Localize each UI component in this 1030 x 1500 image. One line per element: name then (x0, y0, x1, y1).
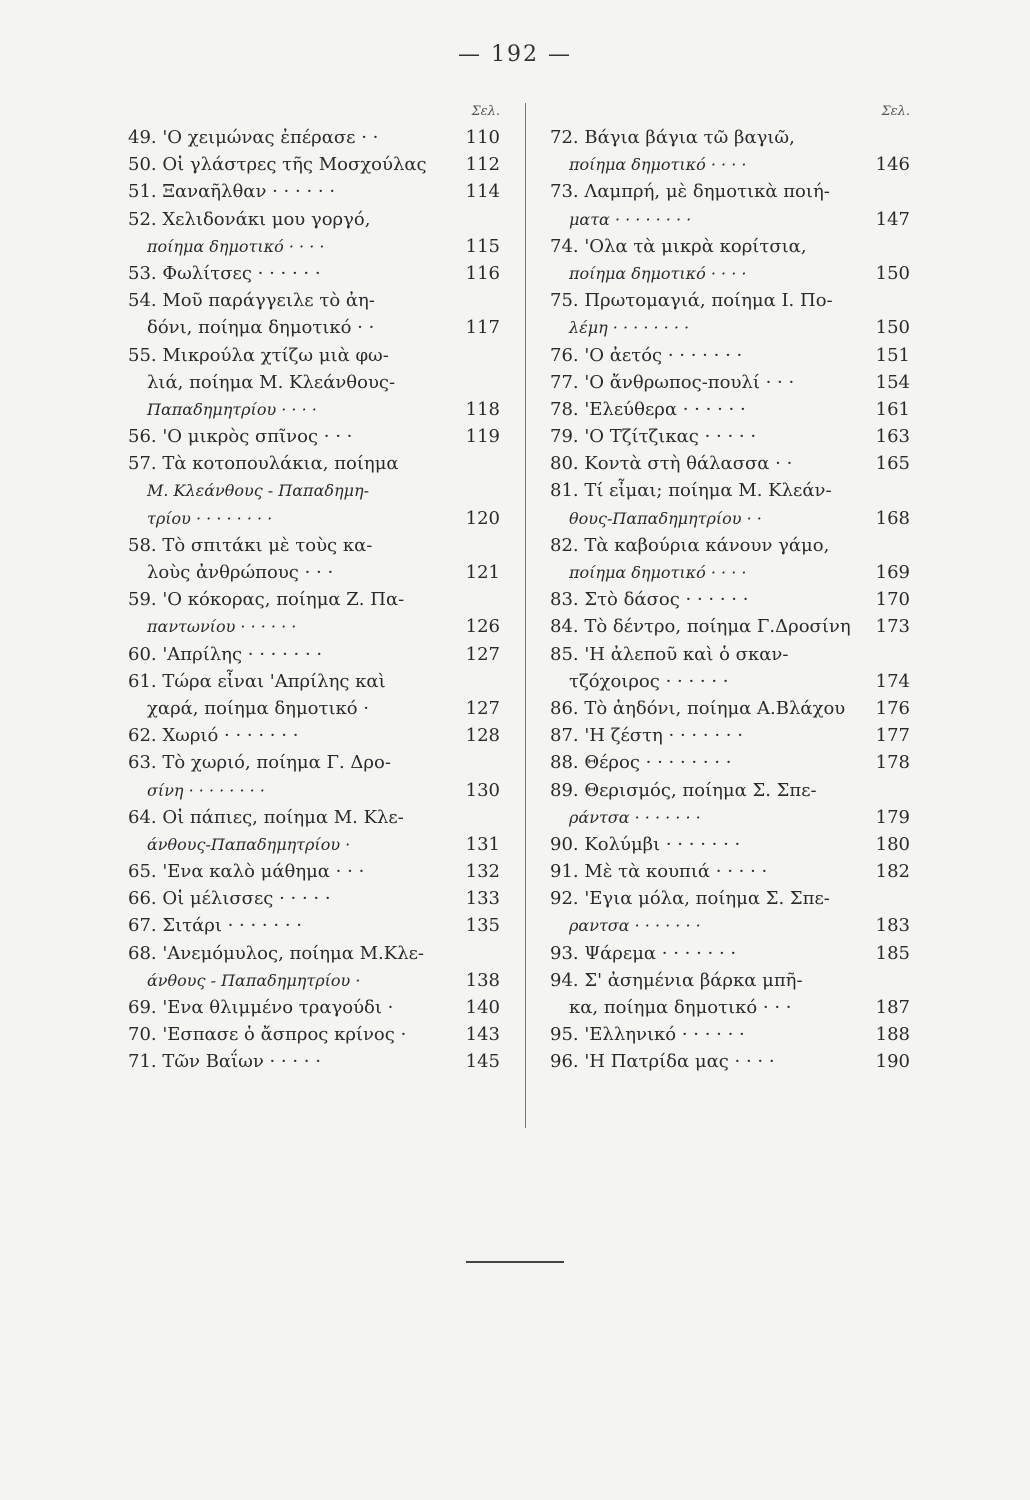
toc-entry-title: χαρά, ποίημα δημοτικό · (147, 697, 370, 719)
toc-entry-title: 84. Τὸ δέντρο, ποίημα Γ.Δροσίνη (550, 616, 851, 638)
toc-entry-title: 57. Τὰ κοτοπουλάκια, ποίημα (128, 453, 399, 475)
toc-entry-line (550, 532, 910, 559)
toc-entry-page: 133 (465, 888, 500, 910)
toc-entry-page: 161 (875, 398, 910, 420)
toc-entry-line (550, 369, 910, 396)
toc-entry-line (128, 532, 500, 559)
toc-entry-line (128, 396, 500, 423)
toc-entry-page: 169 (875, 562, 910, 583)
toc-entry-page: 120 (465, 507, 500, 529)
toc-entry-title: 82. Τὰ καβούρια κάνουν γάμο, (550, 534, 830, 556)
toc-entry-page: 119 (465, 426, 500, 448)
toc-entry-title: 89. Θερισμός, ποίημα Σ. Σπε- (550, 779, 817, 801)
toc-entry-title: 70. 'Εσπασε ὁ ἄσπρος κρίνος · (128, 1024, 407, 1046)
toc-entry-line (550, 831, 910, 858)
toc-entry-line (550, 722, 910, 749)
toc-entry-line (550, 885, 910, 912)
toc-entry-title: 79. 'Ο Τζίτζικας · · · · · (550, 426, 757, 448)
toc-entry-title: 68. 'Ανεμόμυλος, ποίημα Μ.Κλε- (128, 942, 425, 964)
toc-entry-line (128, 124, 500, 151)
toc-entry-line (128, 206, 500, 233)
toc-entry-title: λέμη · · · · · · · · (569, 318, 690, 338)
toc-entry-title: λοὺς ἀνθρώπους · · · (147, 562, 334, 583)
toc-entry-line (128, 151, 500, 178)
toc-entry-title: 86. Τὸ ἀηδόνι, ποίημα Α.Βλάχου (550, 697, 846, 719)
toc-entry-line (128, 668, 500, 695)
toc-entry-line (550, 124, 910, 151)
toc-entry-title: 75. Πρωτομαγιά, ποίημα Ι. Πο- (550, 290, 833, 312)
toc-entry-line (128, 505, 500, 532)
toc-entry-page: 178 (875, 752, 910, 774)
toc-entry-line (128, 369, 500, 396)
toc-entry-line (550, 858, 910, 885)
toc-entry-title: 95. 'Ελληνικό · · · · · · (550, 1024, 745, 1046)
toc-entry-title: 62. Χωριό · · · · · · · (128, 725, 299, 747)
toc-entry-line (550, 260, 910, 287)
toc-entry-line (550, 505, 910, 532)
toc-entry-page: 177 (875, 725, 910, 747)
toc-entry-title: 87. 'Η ζέστη · · · · · · · (550, 725, 743, 747)
toc-entry-page: 127 (465, 697, 500, 719)
toc-entry-page: 121 (465, 562, 500, 583)
toc-entry-title: 54. Μοῦ παράγγειλε τὸ ἀη- (128, 290, 375, 312)
toc-column-left (128, 100, 500, 1076)
toc-entry-title: κα, ποίημα δημοτικό · · · (569, 997, 792, 1018)
toc-entry-page: 170 (875, 589, 910, 611)
toc-entry-page: 132 (465, 861, 500, 883)
toc-entry-page: 140 (465, 997, 500, 1018)
toc-entry-line (128, 831, 500, 858)
toc-entry-line (128, 722, 500, 749)
toc-entry-page: 135 (465, 915, 500, 937)
toc-entry-title: 50. Οἱ γλάστρες τῆς Μοσχούλας (128, 154, 427, 176)
toc-entry-title: λιά, ποίημα Μ. Κλεάνθους- (147, 371, 396, 393)
toc-entry-title: 60. 'Απρίλης · · · · · · · (128, 643, 323, 665)
toc-entry-title: 80. Κοντὰ στὴ θάλασσα · · (550, 453, 793, 475)
toc-entry-line (550, 668, 910, 695)
toc-entry-title: Μ. Κλεάνθους - Παπαδημη- (147, 481, 369, 501)
toc-entry-line (550, 342, 910, 369)
toc-entry-title: 49. 'Ο χειμώνας ἐπέρασε · · (128, 127, 379, 148)
toc-entry-line (550, 1048, 910, 1075)
toc-entry-page: 176 (875, 697, 910, 719)
toc-entry-line (128, 178, 500, 205)
toc-entry-page: 138 (465, 969, 500, 991)
toc-entry-page: 115 (465, 235, 500, 257)
toc-entry-title: άνθους-Παπαδημητρίου · (147, 834, 351, 854)
toc-entry-title: 69. 'Ενα θλιμμένο τραγούδι · (128, 997, 394, 1018)
toc-entry-line (550, 613, 910, 640)
toc-entry-line (128, 967, 500, 994)
toc-entry-line (550, 151, 910, 178)
toc-entry-line (550, 695, 910, 722)
toc-entry-page: 126 (465, 616, 500, 638)
toc-entry-line (128, 912, 500, 939)
toc-entry-title: δόνι, ποίημα δημοτικό · · (147, 317, 375, 339)
toc-entry-line (128, 613, 500, 640)
toc-entry-title: Παπαδημητρίου · · · · (147, 399, 317, 419)
toc-entry-title: 53. Φωλίτσες · · · · · · (128, 262, 321, 284)
toc-entry-line (550, 178, 910, 205)
toc-entry-page: 150 (875, 317, 910, 339)
toc-entry-title: 96. 'Η Πατρίδα μας · · · · (550, 1051, 775, 1073)
toc-entry-title: ποίημα δημοτικό · · · · (147, 236, 325, 256)
toc-entry-line (550, 777, 910, 804)
toc-entry-page: 188 (875, 1024, 910, 1046)
toc-entry-page: 187 (875, 997, 910, 1018)
toc-entry-line (550, 423, 910, 450)
toc-entry-title: τζόχοιρος · · · · · · (569, 670, 729, 692)
toc-entry-page: 147 (875, 208, 910, 230)
toc-entry-title: 64. Οἱ πάπιες, ποίημα Μ. Κλε- (128, 806, 404, 828)
toc-entry-title: 85. 'Η ἀλεποῦ καὶ ὁ σκαν- (550, 643, 789, 665)
toc-entry-page: 118 (465, 398, 500, 420)
toc-entry-line (128, 940, 500, 967)
toc-entry-title: 51. Ξαναῆλθαν · · · · · · (128, 181, 336, 203)
toc-entry-page: 185 (875, 942, 910, 964)
toc-entry-line (128, 994, 500, 1021)
toc-entry-page: 128 (465, 725, 500, 747)
toc-entry-title: 66. Οἱ μέλισσες · · · · · (128, 888, 331, 910)
toc-entry-page: 114 (465, 181, 500, 203)
toc-entry-title: ραντσα · · · · · · · (569, 916, 701, 936)
toc-entry-title: άνθους - Παπαδημητρίου · (147, 970, 361, 990)
toc-entry-line (128, 342, 500, 369)
toc-entry-line (128, 477, 500, 504)
toc-entry-page: 131 (465, 833, 500, 855)
toc-entry-line (550, 559, 910, 586)
toc-entry-page: 116 (465, 262, 500, 284)
toc-entry-title: 61. Τώρα εἶναι 'Απρίλης καὶ (128, 670, 386, 692)
toc-entry-title: 81. Τί εἶμαι; ποίημα Μ. Κλεάν- (550, 480, 832, 502)
toc-entry-title: ράντσα · · · · · · · (569, 807, 701, 827)
toc-entry-page: 127 (465, 643, 500, 665)
toc-entry-title: 71. Τῶν Βαΐων · · · · · (128, 1051, 321, 1073)
toc-entry-line (128, 804, 500, 831)
toc-entry-page: 154 (875, 371, 910, 393)
toc-entry-line (550, 749, 910, 776)
toc-entry-line (128, 1021, 500, 1048)
toc-entry-line (550, 1021, 910, 1048)
toc-entry-page: 145 (465, 1051, 500, 1073)
toc-entry-page: 179 (875, 806, 910, 828)
toc-entry-title: παντωνίου · · · · · · (147, 617, 297, 637)
toc-entry-page: 182 (875, 861, 910, 883)
toc-entry-line (550, 477, 910, 504)
toc-entry-page: 110 (465, 127, 500, 148)
toc-entry-title: 55. Μικρούλα χτίζω μιὰ φω- (128, 344, 389, 366)
toc-entry-line (550, 940, 910, 967)
toc-entry-title: 93. Ψάρεμα · · · · · · · (550, 942, 737, 964)
toc-entry-title: 59. 'Ο κόκορας, ποίημα Ζ. Πα- (128, 589, 405, 611)
toc-entry-line (550, 450, 910, 477)
toc-entry-line (550, 586, 910, 613)
toc-entry-title: τρίου · · · · · · · · (147, 508, 273, 528)
toc-entry-line (128, 586, 500, 613)
toc-entry-title: 92. 'Εγια μόλα, ποίημα Σ. Σπε- (550, 888, 830, 910)
footer-rule (466, 1261, 564, 1263)
toc-entry-line (128, 777, 500, 804)
toc-entry-line (550, 287, 910, 314)
toc-entry-title: θους-Παπαδημητρίου · · (569, 508, 762, 528)
toc-entry-line (128, 749, 500, 776)
column-divider (525, 103, 526, 1128)
toc-entry-page: 112 (465, 154, 500, 176)
toc-entry-page: 174 (875, 670, 910, 692)
toc-entry-page: 117 (465, 317, 500, 339)
toc-entry-page: 190 (875, 1051, 910, 1073)
toc-entry-title: 63. Τὸ χωριό, ποίημα Γ. Δρο- (128, 752, 391, 774)
toc-entry-line (128, 641, 500, 668)
toc-entry-title: ματα · · · · · · · · (569, 209, 692, 229)
toc-entry-title: 58. Τὸ σπιτάκι μὲ τοὺς κα- (128, 534, 373, 556)
toc-entry-title: ποίημα δημοτικό · · · · (569, 155, 747, 175)
toc-entry-line (128, 260, 500, 287)
toc-entry-title: 72. Βάγια βάγια τῶ βαγιῶ, (550, 127, 795, 148)
toc-entry-page: 173 (875, 616, 910, 638)
toc-entry-line (128, 695, 500, 722)
toc-entry-line (128, 559, 500, 586)
toc-entry-page: 183 (875, 915, 910, 937)
toc-entry-title: 73. Λαμπρή, μὲ δημοτικὰ ποιή- (550, 181, 830, 203)
toc-entry-page: 150 (875, 262, 910, 284)
toc-entry-line (128, 314, 500, 341)
toc-entry-title: 52. Χελιδονάκι μου γοργό, (128, 208, 371, 230)
toc-entry-title: 83. Στὸ δάσος · · · · · · (550, 589, 749, 611)
toc-entry-line (550, 206, 910, 233)
toc-entry-title: 67. Σιτάρι · · · · · · · (128, 915, 302, 937)
toc-entry-line (128, 423, 500, 450)
toc-entry-page: 146 (875, 154, 910, 176)
toc-entry-line (550, 314, 910, 341)
toc-entry-title: 88. Θέρος · · · · · · · · (550, 752, 732, 774)
toc-entry-page: 165 (875, 453, 910, 475)
toc-entry-title: 78. 'Ελεύθερα · · · · · · (550, 398, 746, 420)
toc-entry-title: 74. 'Ολα τὰ μικρὰ κορίτσια, (550, 235, 807, 257)
toc-entry-title: σίνη · · · · · · · · (147, 780, 265, 800)
toc-entry-title: ποίημα δημοτικό · · · · (569, 263, 747, 283)
toc-entry-line (550, 396, 910, 423)
toc-entry-page: 130 (465, 779, 500, 801)
toc-entry-line (128, 858, 500, 885)
toc-entry-title: 77. 'Ο ἄνθρωπος-πουλί · · · (550, 371, 795, 393)
toc-entry-line (128, 885, 500, 912)
page-column-label: Σελ. (471, 104, 500, 119)
toc-entry-page: 168 (875, 507, 910, 529)
toc-entry-title: 91. Μὲ τὰ κουπιά · · · · · (550, 861, 768, 883)
toc-entry-line (550, 912, 910, 939)
toc-entry-line (128, 1048, 500, 1075)
toc-entry-line (550, 994, 910, 1021)
toc-entry-line (128, 450, 500, 477)
toc-entry-page: 163 (875, 426, 910, 448)
toc-entry-line (550, 641, 910, 668)
toc-entry-line (128, 233, 500, 260)
toc-entry-page: 180 (875, 833, 910, 855)
toc-entry-title: ποίημα δημοτικό · · · · (569, 563, 747, 582)
toc-entry-title: 90. Κολύμβι · · · · · · · (550, 833, 741, 855)
toc-entry-line (550, 804, 910, 831)
toc-entry-title: 56. 'Ο μικρὸς σπῖνος · · · (128, 426, 353, 448)
page-number-header: — 192 — (458, 42, 572, 67)
toc-column-right (550, 100, 910, 1076)
page-column-label: Σελ. (881, 104, 910, 119)
toc-entry-page: 151 (875, 344, 910, 366)
toc-entry-title: 76. 'Ο ἀετός · · · · · · · (550, 344, 743, 366)
toc-entry-line (128, 287, 500, 314)
toc-entry-title: 94. Σ' ἀσημένια βάρκα μπῆ- (550, 969, 803, 991)
toc-entry-line (550, 967, 910, 994)
toc-entry-title: 65. 'Ενα καλὸ μάθημα · · · (128, 861, 365, 883)
toc-entry-page: 143 (465, 1024, 500, 1046)
toc-entry-line (550, 233, 910, 260)
